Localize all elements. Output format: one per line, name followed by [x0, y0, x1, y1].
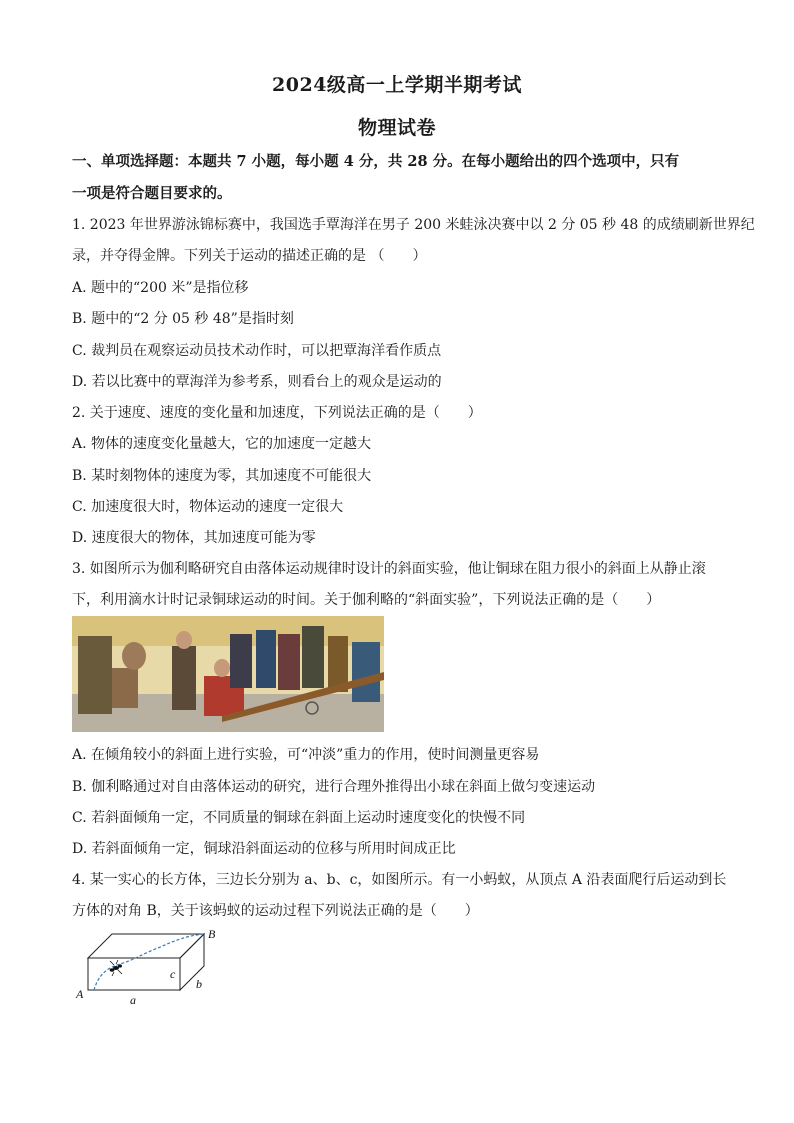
edge-b-label: b	[196, 977, 202, 991]
q1-option-a: A. 题中的“200 米”是指位移	[72, 280, 249, 296]
vertex-b-label: B	[208, 927, 216, 941]
q3-stem-line1: 3. 如图所示为伽利略研究自由落体运动规律时设计的斜面实验，他让铜球在阻力很小的斜面上从静止滚	[72, 561, 706, 577]
q4-stem-line2: 方体的对角 B，关于该蚂蚁的运动过程下列说法正确的是（ ）	[72, 903, 479, 919]
exam-subtitle: 物理试卷	[357, 117, 436, 139]
q3-option-c: C. 若斜面倾角一定，不同质量的铜球在斜面上运动时速度变化的快慢不同	[72, 810, 526, 826]
q2-stem-line1: 2. 关于速度、速度的变化量和加速度，下列说法正确的是（ ）	[72, 405, 482, 421]
q2-option-b: B. 某时刻物体的速度为零，其加速度不可能很大	[72, 468, 372, 484]
q3-option-d: D. 若斜面倾角一定，铜球沿斜面运动的位移与所用时间成正比	[72, 841, 456, 857]
q1-stem-line1: 1. 2023 年世界游泳锦标赛中，我国选手覃海洋在男子 200 米蛙泳决赛中以 2 分 05 秒 48 的成绩刷新世界纪	[72, 217, 755, 233]
vertex-a-label: A	[76, 987, 84, 1001]
q2-option-a: A. 物体的速度变化量越大，它的加速度一定越大	[72, 436, 372, 452]
section-heading-line2: 一项是符合题目要求的。	[72, 185, 232, 202]
edge-a-label: a	[130, 993, 136, 1007]
q1-option-b: B. 题中的“2 分 05 秒 48”是指时刻	[72, 311, 294, 327]
q2-option-d: D. 速度很大的物体，其加速度可能为零	[72, 530, 316, 546]
q1-option-c: C. 裁判员在观察运动员技术动作时，可以把覃海洋看作质点	[72, 343, 442, 359]
edge-c-label: c	[170, 967, 176, 981]
galileo-experiment-illustration	[72, 616, 384, 732]
q3-stem-line2: 下，利用滴水计时记录铜球运动的时间。关于伽利略的“斜面实验”，下列说法正确的是（ ）	[72, 592, 661, 608]
q2-option-c: C. 加速度很大时，物体运动的速度一定很大	[72, 499, 344, 515]
q1-stem-line2: 录，并夺得金牌。下列关于运动的描述正确的是 （ ）	[72, 248, 427, 264]
cuboid-ant-diagram	[72, 924, 232, 1010]
q3-option-a: A. 在倾角较小的斜面上进行实验，可“冲淡”重力的作用，使时间测量更容易	[72, 747, 540, 763]
ant-icon	[110, 960, 122, 976]
q4-stem-line1: 4. 某一实心的长方体，三边长分别为 a、b、c，如图所示。有一小蚂蚁，从顶点 A 沿表面爬行后运动到长	[72, 872, 727, 888]
q1-option-d: D. 若以比赛中的覃海洋为参考系，则看台上的观众是运动的	[72, 374, 442, 390]
section-heading-line1: 一、单项选择题：本题共 7 小题，每小题 4 分，共 28 分。在每小题给出的四个选项中，只有	[72, 153, 680, 170]
exam-title: 2024级高一上学期半期考试	[272, 74, 522, 96]
q3-option-b: B. 伽利略通过对自由落体运动的研究，进行合理外推得出小球在斜面上做匀变速运动	[72, 779, 596, 795]
